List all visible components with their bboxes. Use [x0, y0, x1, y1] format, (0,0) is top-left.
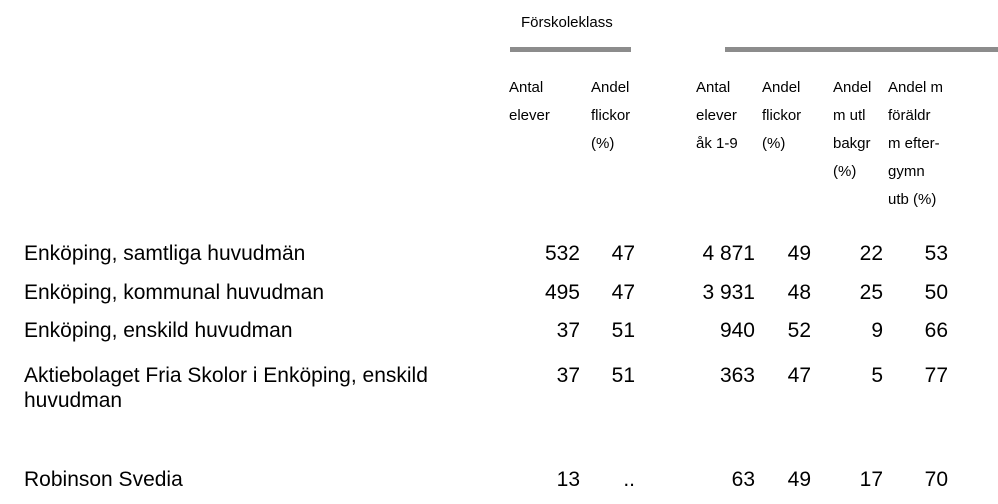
- group-title-forskoleklass: Förskoleklass: [521, 14, 613, 31]
- row-label-fria-skolor: Aktiebolaget Fria Skolor i Enköping, enskild huvudman: [24, 364, 428, 412]
- cell-fk-antal: 532: [544, 242, 580, 265]
- row-label-kommunal: Enköping, kommunal huvudman: [24, 281, 325, 304]
- header-fk-antal-elever: Antal elever: [509, 79, 550, 124]
- cell-foraldr: 77: [924, 364, 948, 387]
- cell-fk-flickor: 51: [611, 319, 635, 342]
- cell-gr-flickor: 48: [787, 281, 811, 304]
- cell-foraldr: 53: [924, 242, 948, 265]
- row-label-robinson-svedia: Robinson Svedia: [24, 468, 183, 491]
- cell-gr-antal: 3 931: [702, 281, 755, 304]
- header-gr-antal-elever: Antal elever åk 1-9: [696, 79, 738, 152]
- cell-foraldr: 66: [924, 319, 948, 342]
- cell-gr-antal: 4 871: [702, 242, 755, 265]
- cell-gr-antal: 63: [731, 468, 755, 491]
- cell-fk-antal: 37: [556, 364, 580, 387]
- group-divider-grundskola: [725, 47, 998, 52]
- cell-utl-bakgr: 5: [871, 364, 883, 387]
- cell-fk-flickor: 51: [611, 364, 635, 387]
- cell-foraldr: 70: [924, 468, 948, 491]
- cell-gr-antal: 940: [719, 319, 755, 342]
- cell-gr-antal: 363: [719, 364, 755, 387]
- cell-gr-flickor: 47: [787, 364, 811, 387]
- cell-utl-bakgr: 25: [859, 281, 883, 304]
- header-fk-andel-flickor: Andel flickor (%): [591, 79, 631, 152]
- header-gr-foraldr-eftergymn: Andel m föräldr m efter- gymn utb (%): [888, 79, 944, 208]
- row-label-enskild: Enköping, enskild huvudman: [24, 319, 293, 342]
- cell-utl-bakgr: 9: [871, 319, 883, 342]
- cell-gr-flickor: 52: [787, 319, 811, 342]
- row-label-samtliga: Enköping, samtliga huvudmän: [24, 242, 306, 265]
- cell-fk-flickor: 47: [611, 281, 635, 304]
- cell-fk-flickor: 47: [611, 242, 635, 265]
- cell-utl-bakgr: 17: [859, 468, 883, 491]
- cell-fk-flickor: ..: [623, 468, 635, 491]
- cell-fk-antal: 495: [544, 281, 580, 304]
- header-gr-andel-flickor: Andel flickor (%): [762, 79, 802, 152]
- cell-foraldr: 50: [924, 281, 948, 304]
- cell-gr-flickor: 49: [787, 242, 811, 265]
- cell-gr-flickor: 49: [787, 468, 811, 491]
- cell-fk-antal: 37: [556, 319, 580, 342]
- group-divider-forskoleklass: [510, 47, 631, 52]
- cell-utl-bakgr: 22: [859, 242, 883, 265]
- cell-fk-antal: 13: [556, 468, 580, 491]
- header-gr-utl-bakgr: Andel m utl bakgr (%): [833, 79, 872, 180]
